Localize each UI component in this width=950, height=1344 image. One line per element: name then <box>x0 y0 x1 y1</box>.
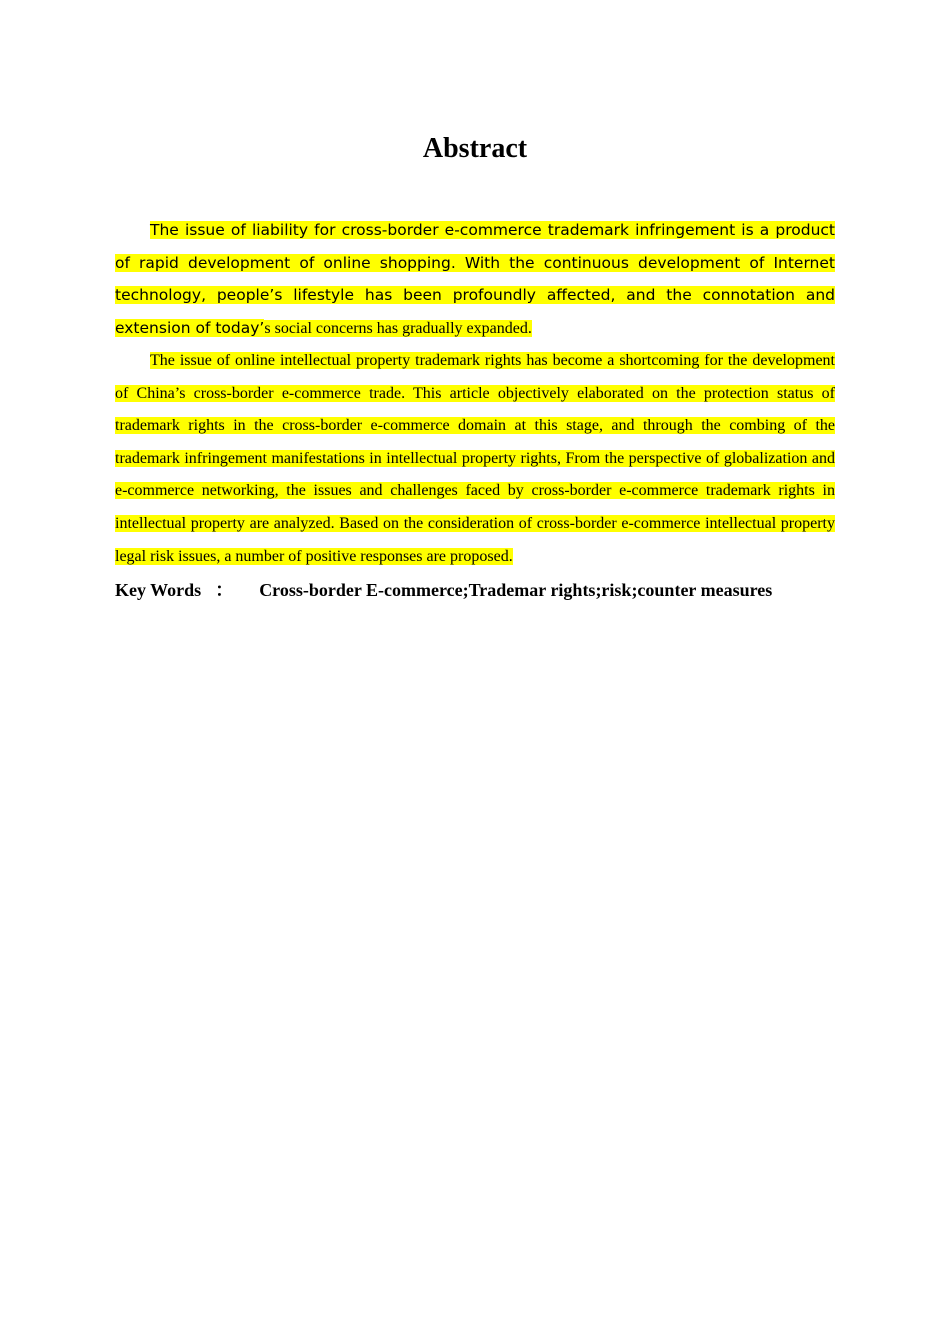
keywords-value: Cross-border E-commerce;Trademar rights;risk;counter measures <box>259 580 773 600</box>
paragraph-1-serif-text: s social concerns has gradually expanded. <box>264 319 532 337</box>
keywords-label: Key Words <box>115 580 202 600</box>
paragraph-1-sans-text: The issue of liability for cross-border e-commerce trademark infringement is a product of rapid development of online shopping. With the continuous development of Internet technology, people’s lifestyle has been profoundly affected, and the connotation and extension of today’ <box>115 221 835 337</box>
abstract-title: Abstract <box>422 133 528 164</box>
paragraph-2-text: The issue of online intellectual property trademark rights has become a shortcoming for the development of China’s cross-border e-commerce trade. This article objectively elaborated on the protection status of trademark rights in the cross-border e-commerce domain at this stage, and through the combing of the trademark infringement manifestations in intellectual property rights, From the perspective of globalization and e-commerce networking, the issues and challenges faced by cross-border e-commerce trademark rights in intellectual property are analyzed. Based on the consideration of cross-border e-commerce intellectual property legal risk issues, a number of positive responses are proposed. <box>115 352 835 565</box>
abstract-paragraph-1 <box>115 214 835 345</box>
keywords-colon: ： <box>215 580 234 600</box>
keywords-line <box>115 575 835 605</box>
abstract-paragraph-2 <box>115 345 835 573</box>
